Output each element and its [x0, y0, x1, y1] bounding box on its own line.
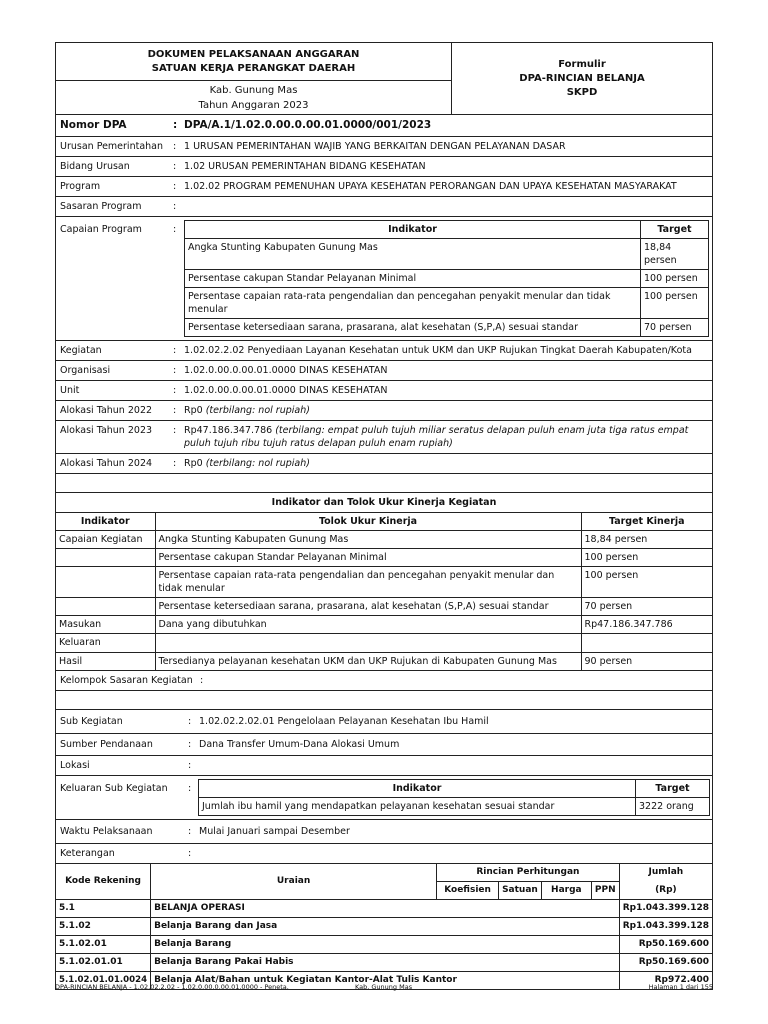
- sumber-pendanaan-row: Sumber Pendanaan : Dana Transfer Umum-Dana Alokasi Umum: [56, 734, 712, 756]
- form-name: DPA-RINCIAN BELANJA: [519, 72, 645, 84]
- kinerja-table-wrap: [56, 513, 712, 671]
- doc-title-line2: SATUAN KERJA PERANGKAT DAERAH: [151, 62, 356, 74]
- capaian-program-table: Indikator Target Angka Stunting Kabupaten Gunung Mas 18,84 persen Persentase cakupan Standar Pelayanan Minimal 100 persen Persentase capaian rata-rata pengendalian dan pencegahan penyakit menular dan tidak menular 100 persen Persentase ketersediaan sarana, prasarana, alat kesehatan (S,P,A) sesuai standar 70 persen: [184, 220, 709, 337]
- kinerja-title: Indikator dan Tolok Ukur Kinerja Kegiatan: [56, 493, 712, 513]
- table-row: Persentase ketersediaan sarana, prasarana, alat kesehatan (S,P,A) sesuai standar 70 persen: [56, 598, 712, 616]
- table-row: Persentase capaian rata-rata pengendalian dan pencegahan penyakit menular dan tidak menular 100 persen: [56, 567, 712, 598]
- alokasi-row: Alokasi Tahun 2022 : Rp0 (terbilang: nol rupiah): [56, 401, 712, 421]
- capaian-program-row: Capaian Program : Indikator Target Angka Stunting Kabupaten Gunung Mas 18,84 persen Persentase cakupan Standar Pelayanan Minimal 100 persen Persentase capaian rata-rata pengendalian dan pencegahan penyakit menular dan tidak menular 100 persen Persentase ketersediaan sarana, prasarana, alat kesehatan (S,P,A) sesuai standar 70 persen: [56, 220, 712, 341]
- fiscal-year: Tahun Anggaran 2023: [198, 99, 309, 111]
- table-row: Persentase ketersediaan sarana, prasarana, alat kesehatan (S,P,A) sesuai standar 70 persen: [185, 319, 709, 337]
- doc-title-line1: DOKUMEN PELAKSANAAN ANGGARAN: [147, 48, 360, 60]
- kelompok-sasaran-row: Kelompok Sasaran Kegiatan :: [56, 671, 712, 691]
- keluaran-sub-table: Indikator Target Jumlah ibu hamil yang mendapatkan pelayanan kesehatan sesuai standar 3222 orang: [198, 779, 710, 816]
- table-row: Persentase capaian rata-rata pengendalian dan pencegahan penyakit menular dan tidak menular 100 persen: [185, 288, 709, 319]
- nomor-dpa-row: Nomor DPA : DPA/A.1/1.02.0.00.0.00.01.0000/001/2023: [56, 115, 712, 137]
- alokasi-row: Alokasi Tahun 2024 : Rp0 (terbilang: nol rupiah): [56, 454, 712, 474]
- info-row: Urusan Pemerintahan : 1 URUSAN PEMERINTAHAN WAJIB YANG BERKAITAN DENGAN PELAYANAN DASAR: [56, 137, 712, 157]
- kinerja-table: Indikator Tolok Ukur Kinerja Target Kinerja Capaian Kegiatan Angka Stunting Kabupaten Gunung Mas 18,84 persen Persentase cakupan Standar Pelayanan Minimal 100 persen Persentase capaian rata-rata pengendalian dan pencegahan penyakit menular dan tidak menular 100 persen Persentase ketersediaan sarana, prasarana, alat kesehatan (S,P,A) sesuai standar 70 persen Masukan Dana yang dibutuhkan Rp47.186.347.786 Keluaran Hasil Tersedianya pelayanan kesehatan UKM dan UKP Rujukan di Kabupaten Gunung Mas 90 persen: [56, 513, 712, 670]
- footer-region: Kab. Gunung Mas: [355, 983, 413, 991]
- info-row: Kegiatan : 1.02.02.2.02 Penyediaan Layanan Kesehatan untuk UKM dan UKP Rujukan Tingkat Daerah Kabupaten/Kota: [56, 341, 712, 361]
- region-name: Kab. Gunung Mas: [209, 84, 298, 96]
- alokasi-row: Alokasi Tahun 2023 : Rp47.186.347.786 (terbilang: empat puluh tujuh miliar seratus delapan puluh enam juta tiga ratus empat puluh tujuh ribu tujuh ratus delapan puluh enam rupiah): [56, 421, 712, 454]
- table-row: 5.1.02.01 Belanja Barang Rp50.169.600: [56, 936, 712, 954]
- info-row: Program : 1.02.02 PROGRAM PEMENUHAN UPAYA KESEHATAN PERORANGAN DAN UPAYA KESEHATAN MASYARAKAT: [56, 177, 712, 197]
- table-row: Hasil Tersedianya pelayanan kesehatan UKM dan UKP Rujukan di Kabupaten Gunung Mas 90 persen: [56, 653, 712, 671]
- table-row: Capaian Kegiatan Angka Stunting Kabupaten Gunung Mas 18,84 persen: [56, 531, 712, 549]
- table-row: Keluaran: [56, 634, 712, 653]
- info-row: Bidang Urusan : 1.02 URUSAN PEMERINTAHAN BIDANG KESEHATAN: [56, 157, 712, 177]
- table-row: Masukan Dana yang dibutuhkan Rp47.186.347.786: [56, 616, 712, 634]
- table-row: Jumlah ibu hamil yang mendapatkan pelayanan kesehatan sesuai standar 3222 orang: [199, 798, 710, 816]
- dpa-document: [55, 42, 713, 990]
- form-label: Formulir: [558, 58, 606, 70]
- keluaran-sub-row: Keluaran Sub Kegiatan : Indikator Target Jumlah ibu hamil yang mendapatkan pelayanan kesehatan sesuai standar 3222 orang: [56, 779, 712, 820]
- sub-kegiatan-row: Sub Kegiatan : 1.02.02.2.02.01 Pengelolaan Pelayanan Kesehatan Ibu Hamil: [56, 710, 712, 734]
- nomor-dpa-value: DPA/A.1/1.02.0.00.0.00.01.0000/001/2023: [184, 119, 432, 131]
- rincian-table-wrap: [56, 864, 712, 989]
- table-row: 5.1.02 Belanja Barang dan Jasa Rp1.043.399.128: [56, 918, 712, 936]
- spacer-row: [56, 691, 712, 710]
- document-header: [56, 43, 712, 115]
- table-row: 5.1.02.01.01.0024 Belanja Alat/Bahan untuk Kegiatan Kantor-Alat Tulis Kantor Rp972.400: [56, 972, 712, 990]
- table-row: Persentase cakupan Standar Pelayanan Minimal 100 persen: [185, 270, 709, 288]
- footer-page-number: Halaman 1 dari 155: [648, 983, 713, 991]
- keterangan-row: Keterangan :: [56, 844, 712, 864]
- spacer-row: [56, 474, 712, 493]
- table-row: Angka Stunting Kabupaten Gunung Mas 18,84 persen: [185, 239, 709, 270]
- table-row: 5.1 BELANJA OPERASI Rp1.043.399.128: [56, 900, 712, 918]
- info-row: Unit : 1.02.0.00.0.00.01.0000 DINAS KESEHATAN: [56, 381, 712, 401]
- info-row: Organisasi : 1.02.0.00.0.00.01.0000 DINAS KESEHATAN: [56, 361, 712, 381]
- page-footer: [55, 983, 713, 991]
- table-row: Persentase cakupan Standar Pelayanan Minimal 100 persen: [56, 549, 712, 567]
- lokasi-row: Lokasi :: [56, 756, 712, 776]
- form-unit: SKPD: [566, 86, 598, 98]
- info-row: Sasaran Program :: [56, 197, 712, 217]
- rincian-table: Kode Rekening Uraian Rincian Perhitungan Jumlah Koefisien Satuan Harga PPN (Rp) 5.1 BELANJA OPERASI Rp1.043.399.128 5.1.02 Belanja Barang dan Jasa Rp1.043.399.128 5.1.02.01 Belanja Barang Rp50.169.600 5.1.02.01.01 Belanja Barang Pakai Habis Rp50.169.600 5.1.02.01.01.0024 Belanja Alat/Bahan untuk Kegiatan Kantor-Alat Tulis Kantor Rp972.400: [56, 864, 712, 989]
- waktu-pelaksanaan-row: Waktu Pelaksanaan : Mulai Januari sampai Desember: [56, 820, 712, 844]
- table-row: 5.1.02.01.01 Belanja Barang Pakai Habis Rp50.169.600: [56, 954, 712, 972]
- footer-doc-ref: DPA-RINCIAN BELANJA - 1.02.02.2.02 - 1.02.0.00.0.00.01.0000 - Peneta.: [55, 983, 289, 991]
